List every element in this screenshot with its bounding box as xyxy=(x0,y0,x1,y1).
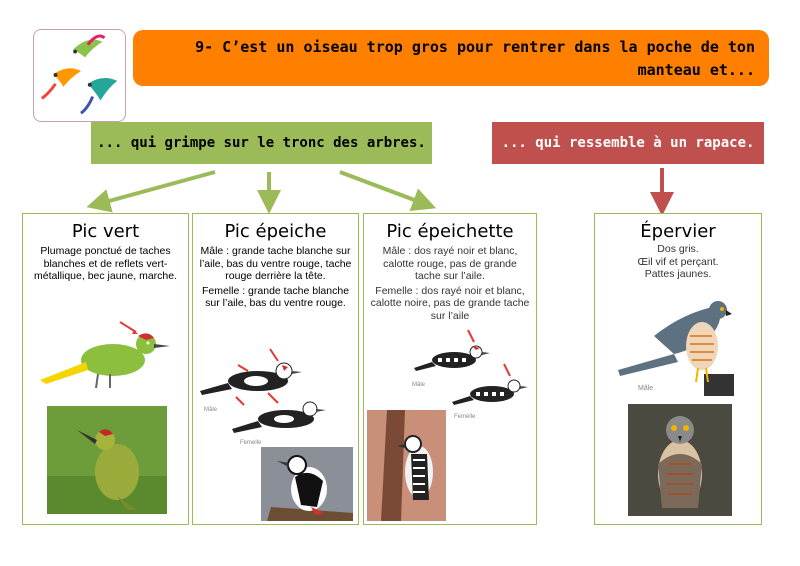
card-description-male: Mâle : grande tache blanche sur l’aile, bas du ventre rouge, tache rouge derrière la tête. xyxy=(199,245,352,282)
green-woodpecker-illustration xyxy=(38,318,173,390)
pic-vert-photo xyxy=(47,406,167,514)
question-title: 9- C’est un oiseau trop gros pour rentrer dans la poche de ton manteau et... xyxy=(195,38,755,79)
sparrowhawk-illustration xyxy=(614,292,736,396)
great-spotted-woodpecker-illustration xyxy=(198,345,333,445)
card-title: Pic épeiche xyxy=(224,221,327,242)
label-male: Mâle xyxy=(412,382,426,388)
card-title: Épervier xyxy=(640,221,716,242)
label-female: Femelle xyxy=(240,440,262,445)
label-male: Mâle xyxy=(638,385,654,392)
branch-arrows xyxy=(0,160,800,220)
card-description-female: Femelle : dos rayé noir et blanc, calotte noire, pas de grande tache sur l’aile xyxy=(370,284,530,322)
card-line-eye: Œil vif et perçant. xyxy=(637,255,719,268)
branch-raptor-label: ... qui ressemble à un rapace. xyxy=(501,135,755,151)
branch-raptor xyxy=(492,122,764,164)
branch-climbers-label: ... qui grimpe sur le tronc des arbres. xyxy=(97,135,426,151)
arrow-pic-vert xyxy=(98,172,215,204)
lesser-spotted-woodpecker-illustration xyxy=(408,328,533,420)
card-title: Pic épeichette xyxy=(386,221,514,242)
hummingbird-icon xyxy=(34,30,125,121)
epervier-photo xyxy=(628,404,732,516)
branch-climbers xyxy=(91,122,432,164)
pic-epeiche-photo xyxy=(261,447,353,521)
card-description: Plumage ponctué de taches blanches et de reflets vert-métallique, bec jaune, marche. xyxy=(34,245,177,282)
card-line-legs: Pattes jaunes. xyxy=(644,268,712,280)
question-banner xyxy=(133,30,769,86)
card-title: Pic vert xyxy=(71,221,140,242)
card-description-male: Mâle : dos rayé noir et blanc, calotte rouge, pas de grande tache sur l’aile. xyxy=(382,245,518,282)
arrow-pic-epeichette xyxy=(340,172,425,204)
label-female: Femelle xyxy=(454,414,476,420)
hummingbirds-logo xyxy=(33,29,126,122)
card-description-female: Femelle : grande tache blanche sur l’aile, bas du ventre rouge. xyxy=(201,284,350,309)
pic-epeichette-photo xyxy=(367,410,446,521)
label-male: Mâle xyxy=(204,407,218,413)
card-line-back: Dos gris. xyxy=(657,243,699,255)
